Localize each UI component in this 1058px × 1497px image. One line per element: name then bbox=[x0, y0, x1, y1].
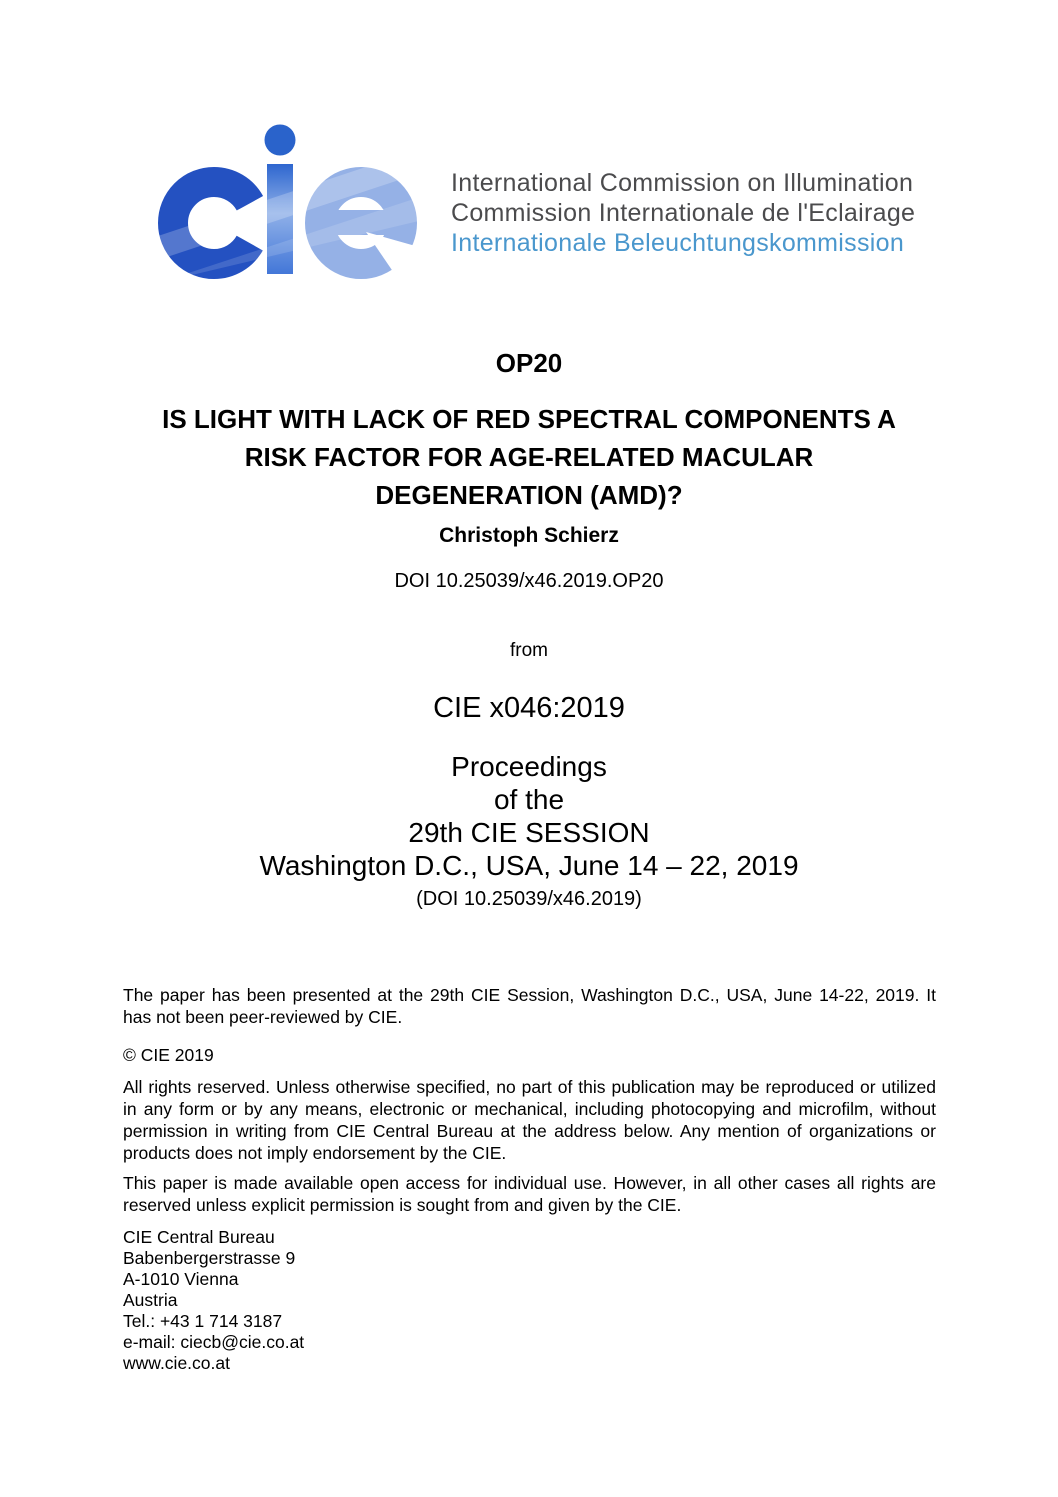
paper-title-line-2: RISK FACTOR FOR AGE-RELATED MACULAR bbox=[244, 442, 814, 472]
legal-footer bbox=[123, 984, 936, 1374]
organization-names bbox=[451, 168, 915, 258]
author-name: Christoph Schierz bbox=[439, 524, 619, 547]
address-line-phone: Tel.: +43 1 714 3187 bbox=[123, 1311, 283, 1331]
address-block bbox=[123, 1227, 936, 1374]
paper-title-line-3: DEGENERATION (AMD)? bbox=[375, 480, 683, 510]
org-name-german: Internationale Beleuchtungskommission bbox=[451, 229, 905, 257]
proceedings-line-2: of the bbox=[493, 784, 565, 815]
org-name-french: Commission Internationale de l'Eclairage bbox=[451, 199, 916, 227]
paper-title-line-1: IS LIGHT WITH LACK OF RED SPECTRAL COMPONENTS A bbox=[162, 404, 896, 434]
address-line-country: Austria bbox=[123, 1290, 178, 1310]
address-line-email: e-mail: ciecb@cie.co.at bbox=[123, 1332, 305, 1352]
from-label: from bbox=[510, 640, 548, 661]
proceedings-block bbox=[0, 750, 1058, 882]
volume-title: CIE x046:2019 bbox=[433, 692, 625, 724]
rights-paragraph: All rights reserved. Unless otherwise specified, no part of this publication may be reproduced or utilized in any form or by any means, electronic or mechanical, including photocopying and microfilm, without permission in writing from CIE Central Bureau at the address below. Any mention of organizations or products does not imply endorsement by the CIE. bbox=[123, 1077, 936, 1163]
paper-code: OP20 bbox=[495, 348, 563, 378]
proceedings-line-1: Proceedings bbox=[451, 751, 607, 782]
open-access-paragraph: This paper is made available open access for individual use. However, in all other cases all rights are reserved unless explicit permission is sought from and given by the CIE. bbox=[123, 1173, 936, 1215]
paper-doi: DOI 10.25039/x46.2019.OP20 bbox=[394, 570, 664, 592]
presented-note: The paper has been presented at the 29th CIE Session, Washington D.C., USA, June 14-22, 2019. It has not been peer-reviewed by CIE. bbox=[123, 985, 936, 1027]
copyright-notice: © CIE 2019 bbox=[123, 1045, 214, 1065]
address-line-street: Babenbergerstrasse 9 bbox=[123, 1248, 296, 1268]
address-line-website: www.cie.co.at bbox=[123, 1353, 230, 1373]
address-line-bureau: CIE Central Bureau bbox=[123, 1227, 275, 1247]
proceedings-doi: (DOI 10.25039/x46.2019) bbox=[416, 888, 642, 910]
cie-logo-icon bbox=[158, 118, 423, 283]
paper-title bbox=[0, 400, 1058, 514]
proceedings-line-3: 29th CIE SESSION bbox=[408, 817, 650, 848]
cie-logo-header bbox=[158, 118, 915, 283]
address-line-city: A-1010 Vienna bbox=[123, 1269, 239, 1289]
proceedings-line-4: Washington D.C., USA, June 14 – 22, 2019 bbox=[259, 850, 799, 881]
org-name-english: International Commission on Illumination bbox=[451, 169, 914, 197]
